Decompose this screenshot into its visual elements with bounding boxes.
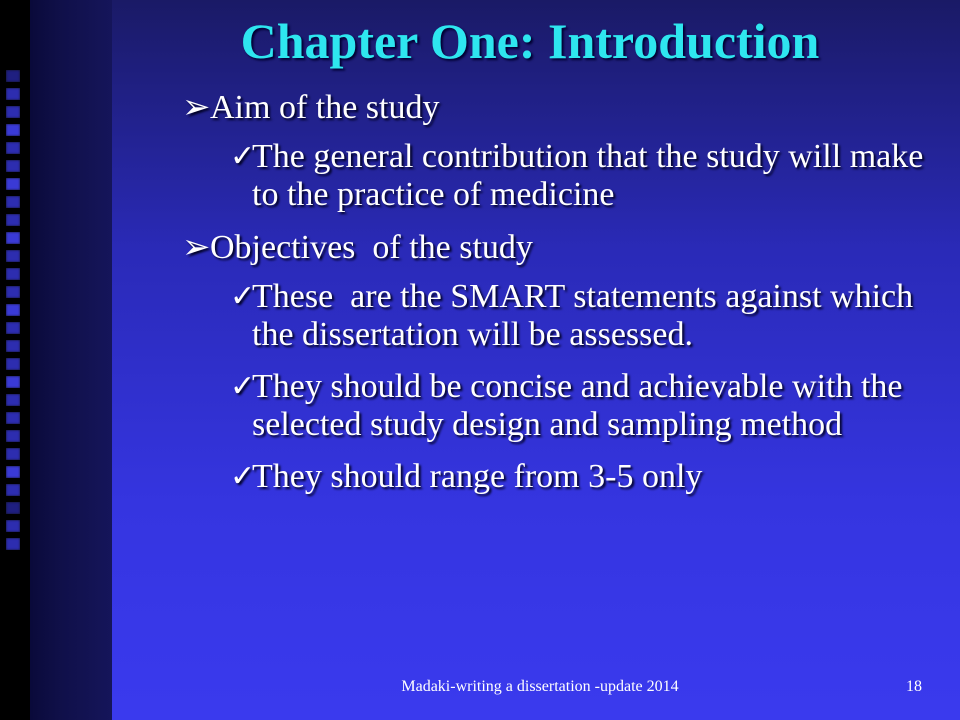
- bullet-label: Aim of the study: [210, 89, 440, 126]
- sub-bullet-text: They should be concise and achievable with the selected study design and sampling method: [252, 368, 903, 443]
- decorative-left-strip: [0, 0, 112, 720]
- slide-content: [182, 88, 942, 510]
- slide-footer: Madaki-writing a dissertation -update 2014: [401, 678, 679, 695]
- sub-bullet-item: [230, 278, 942, 354]
- slide-title: Chapter One: Introduction: [240, 13, 820, 69]
- bullet-item-objectives: [182, 228, 942, 268]
- sub-bullet-item: [230, 368, 942, 444]
- sub-bullet-text: They should range from 3-5 only: [252, 458, 703, 495]
- arrowhead-bullet-icon: ➢: [182, 89, 211, 126]
- page-number: 18: [906, 678, 922, 695]
- checkmark-bullet-icon: ✓: [230, 140, 256, 173]
- sub-bullet-item: [230, 458, 942, 496]
- sub-bullet-text: These are the SMART statements against which the dissertation will be assessed.: [252, 278, 922, 353]
- decorative-squares: [6, 70, 22, 650]
- sub-bullet-item: [230, 138, 942, 214]
- checkmark-bullet-icon: ✓: [230, 280, 256, 313]
- sub-bullet-text: The general contribution that the study will make to the practice of medicine: [252, 138, 924, 213]
- checkmark-bullet-icon: ✓: [230, 370, 256, 403]
- decorative-rail: [30, 0, 112, 720]
- arrowhead-bullet-icon: ➢: [182, 229, 211, 266]
- bullet-item-aim: [182, 88, 942, 128]
- bullet-label: Objectives of the study: [210, 229, 533, 266]
- checkmark-bullet-icon: ✓: [230, 460, 256, 493]
